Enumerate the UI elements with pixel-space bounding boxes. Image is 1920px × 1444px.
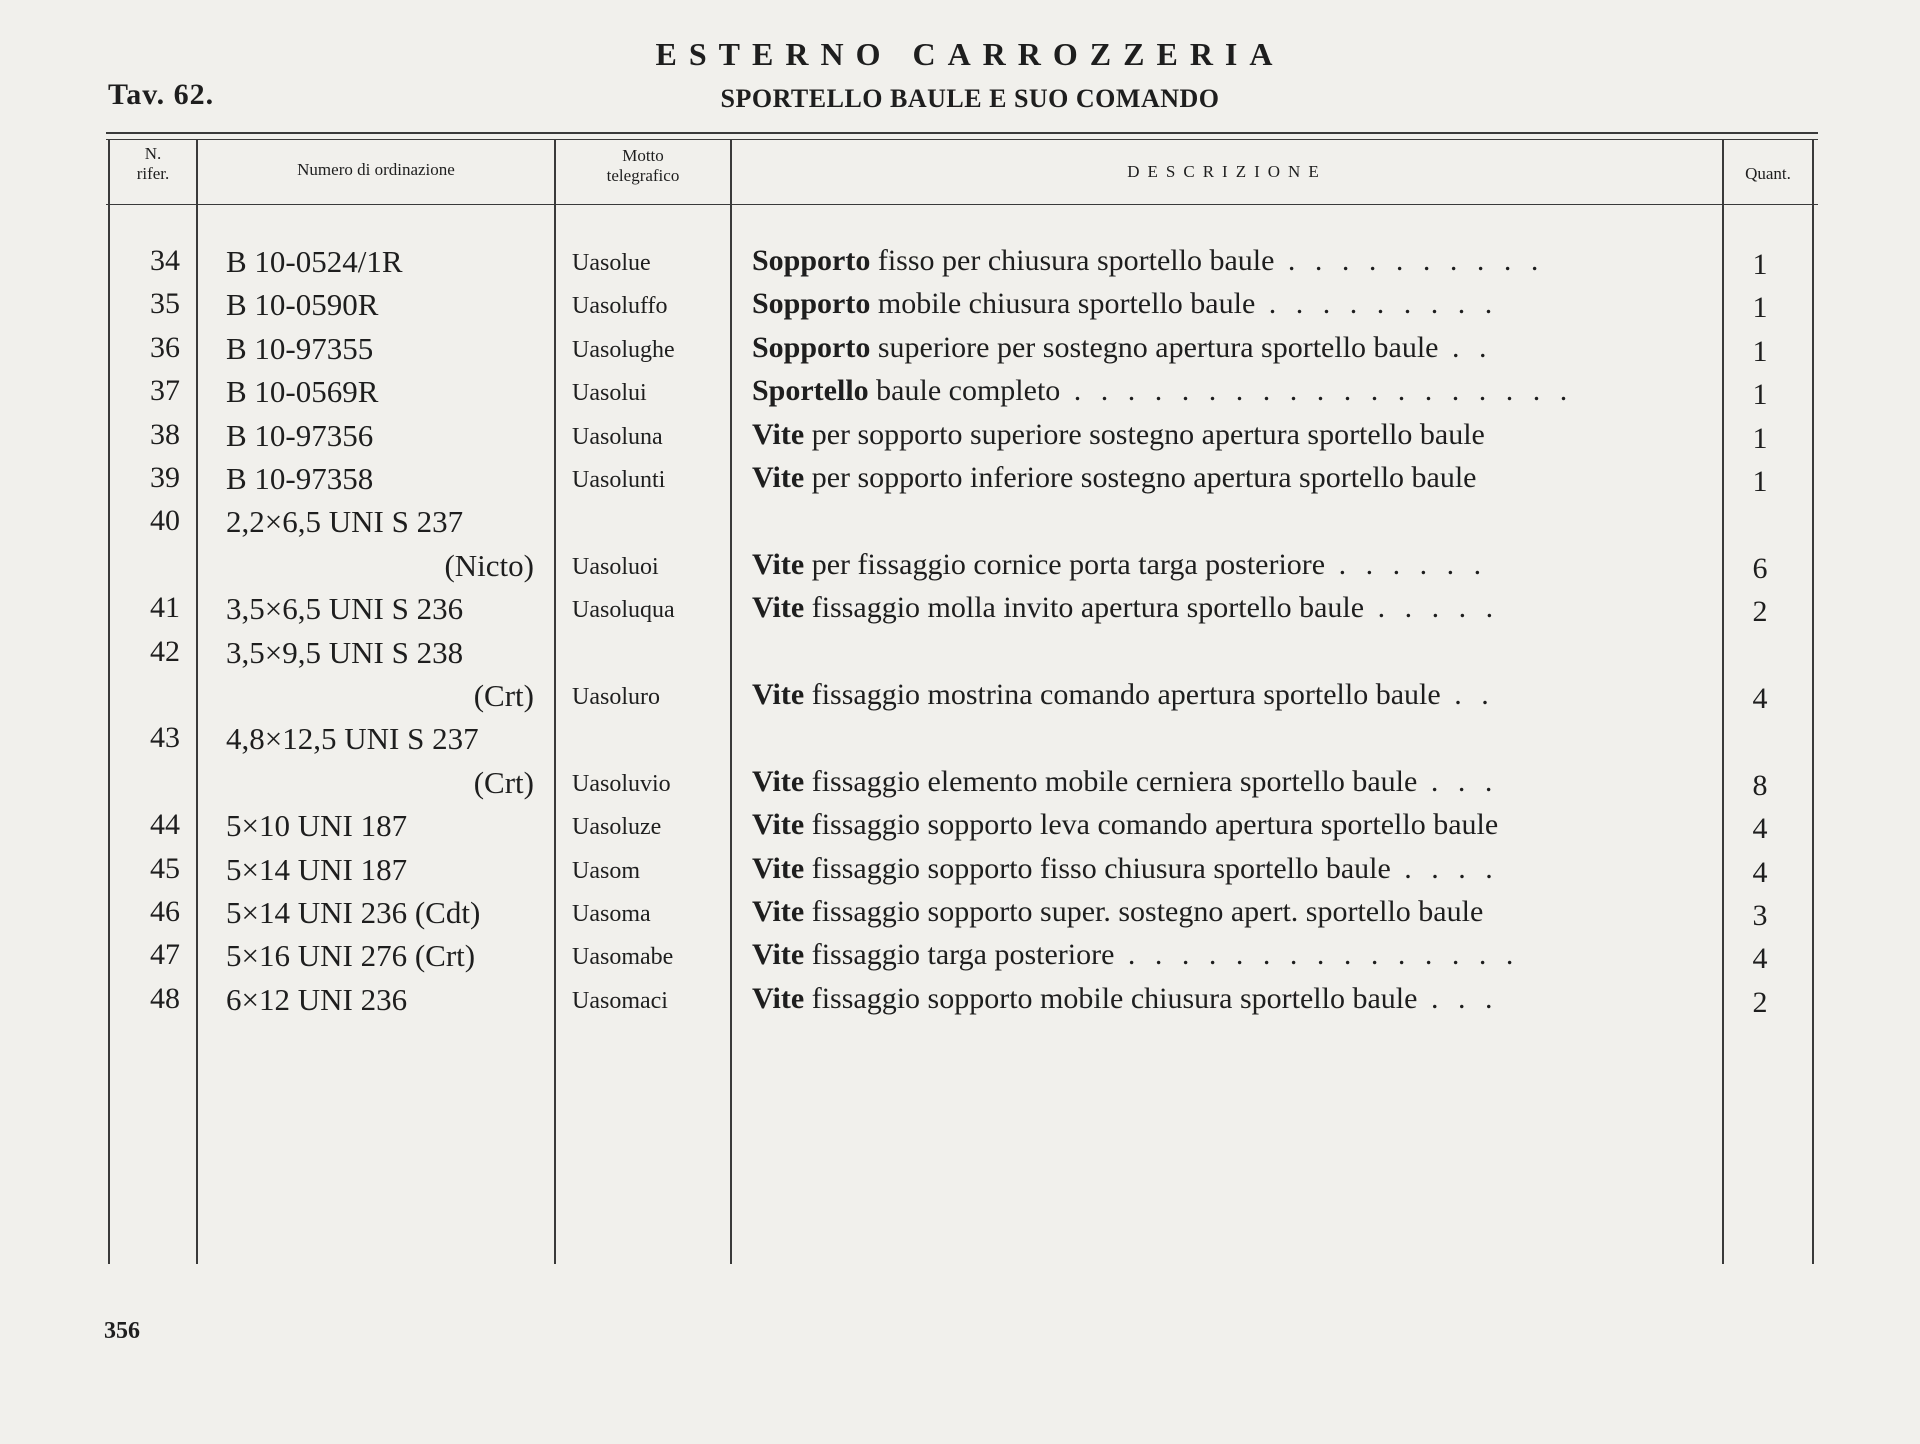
row-description-keyword: Vite [752,851,805,885]
row-quantity: 4 [1752,855,1768,889]
row-quantity: 2 [1752,595,1768,629]
row-order-number: 5×10 UNI 187 [226,808,408,844]
row-motto: Uasolughe [572,336,675,363]
row-order-number: 4,8×12,5 UNI S 237 [226,721,479,757]
row-description-text: superiore per sostegno apertura sportello baule [870,330,1439,364]
column-header-order: Numero di ordinazione [297,160,455,179]
row-quantity: 1 [1752,378,1768,412]
row-quantity: 1 [1752,334,1768,368]
row-description-keyword: Vite [752,895,805,928]
row-order-number: B 10-0524/1R [226,244,403,279]
row-leader-dots: . . [1438,330,1493,364]
row-description [752,374,1704,408]
row-description-keyword: Sopporto [752,244,871,277]
row-description-keyword: Vite [752,678,805,711]
row-motto: Uasoluoi [572,553,659,580]
row-quantity: 1 [1752,291,1768,325]
page-subtitle: SPORTELLO BAULE E SUO COMANDO [720,84,1220,113]
row-order-number: 3,5×9,5 UNI S 238 [226,634,464,670]
row-description-text: fissaggio molla invito apertura sportello baule [804,591,1365,625]
row-ref-number: 38 [150,417,180,451]
row-motto: Uasomabe [572,944,674,971]
row-description [752,331,1704,365]
row-description [752,548,1704,582]
row-quantity: 2 [1752,985,1768,1019]
row-ref-number: 36 [150,330,180,364]
row-motto: Uasolunti [572,467,666,493]
row-description-keyword: Sopporto [752,330,871,364]
row-description-text: per sopporto superiore sostegno apertura sportello baule [804,417,1485,451]
row-description [752,982,1704,1016]
row-quantity: 4 [1752,812,1768,846]
row-ref-number: 35 [150,287,180,321]
row-ref-number: 44 [150,808,180,842]
row-leader-dots: . . . [1417,981,1499,1015]
row-ref-number: 45 [150,851,180,885]
row-description-text: fissaggio sopporto super. sostegno apert. sportello baule [804,895,1484,928]
row-ref-number: 47 [150,938,180,972]
row-description-text: fissaggio sopporto mobile chiusura sportello baule [804,981,1418,1015]
row-description-keyword: Vite [752,981,805,1015]
column-divider-order [554,140,556,1264]
row-motto: Uasoluze [572,814,662,841]
row-description [752,895,1704,929]
row-order-finish: (Crt) [473,764,534,800]
row-description-keyword: Vite [752,461,805,494]
row-ref-number: 46 [150,895,180,928]
row-description [752,244,1704,278]
row-motto: Uasomaci [572,987,668,1014]
row-description-text: fissaggio sopporto fisso chiusura sportello baule [804,851,1391,885]
row-order-number: B 10-97356 [226,417,374,453]
row-order-number: B 10-0590R [226,287,379,323]
row-description-keyword: Vite [752,591,805,625]
row-description-text: per fissaggio cornice porta targa posteriore [804,547,1326,581]
row-quantity: 8 [1752,768,1768,802]
row-description [752,765,1704,799]
row-ref-number: 41 [150,591,180,625]
row-ref-number: 37 [150,374,180,408]
row-description [752,591,1704,625]
table-number: Tav. 62. [108,78,215,111]
row-description-keyword: Vite [752,547,805,581]
row-motto: Uasoluna [572,423,663,450]
column-divider-right [1812,140,1814,1264]
row-quantity: 1 [1752,248,1768,281]
row-description-text: fissaggio targa posteriore [804,938,1115,972]
row-ref-number: 39 [150,461,180,494]
row-description-text: mobile chiusura sportello baule [870,287,1256,321]
row-leader-dots: . . . [1417,764,1499,798]
row-quantity: 1 [1752,465,1768,498]
row-leader-dots: . . . . . . [1325,547,1488,581]
top-rule-thin [106,139,1818,140]
row-order-number: 5×14 UNI 236 (Cdt) [226,895,481,930]
row-description [752,938,1704,972]
row-ref-number: 42 [150,634,180,668]
row-motto: Uasoluqua [572,597,675,624]
row-order-number: B 10-0569R [226,374,379,410]
row-order-number: B 10-97355 [226,330,374,366]
row-motto: Uasoluvio [572,770,671,797]
row-description-text: baule completo [868,374,1061,408]
page-title: ESTERNO CARROZZERIA [655,36,1285,72]
row-ref-number: 40 [150,504,180,538]
page-number: 356 [104,1318,140,1344]
row-description-keyword: Vite [752,938,805,972]
column-divider-desc [1722,140,1724,1264]
row-ref-number: 48 [150,981,180,1015]
top-rule [106,132,1818,134]
column-header-quantity: Quant. [1745,164,1791,183]
column-header-description: DESCRIZIONE [1127,162,1327,181]
row-description-text: fissaggio mostrina comando apertura sportello baule [804,678,1441,711]
row-order-number: 5×16 UNI 276 (Crt) [226,938,476,974]
row-leader-dots: . . . . . [1364,591,1500,625]
row-description-text: fisso per chiusura sportello baule [870,244,1275,277]
row-leader-dots: . . . . . . . . . . . . . . . . . . . [1060,374,1574,408]
row-order-number: B 10-97358 [226,461,374,496]
row-ref-number: 34 [150,244,180,277]
row-order-number: 5×14 UNI 187 [226,851,408,887]
row-description-keyword: Vite [752,417,805,451]
row-order-number: 6×12 UNI 236 [226,981,408,1017]
row-description-keyword: Sportello [752,374,869,408]
row-description [752,808,1704,842]
row-motto: Uasom [572,857,640,884]
row-leader-dots: . . . . . . . . . . . . . . . [1114,938,1520,972]
row-order-number: 3,5×6,5 UNI S 236 [226,591,464,627]
row-order-number: 2,2×6,5 UNI S 237 [226,504,464,540]
row-description-keyword: Sopporto [752,287,871,321]
row-motto: Uasoluffo [572,293,668,320]
row-description [752,852,1704,886]
row-motto: Uasolue [572,250,651,276]
row-description-text: per sopporto inferiore sostegno apertura sportello baule [804,461,1477,494]
row-description [752,461,1704,495]
row-description [752,287,1704,321]
row-leader-dots: . . . . . . . . . [1255,287,1499,321]
row-order-finish: (Nicto) [444,547,534,583]
row-ref-number: 43 [150,721,180,755]
row-motto: Uasoluro [572,684,660,710]
row-description-keyword: Vite [752,808,805,842]
row-description-keyword: Vite [752,764,805,798]
row-description-text: fissaggio elemento mobile cerniera sportello baule [804,764,1418,798]
row-quantity: 3 [1752,899,1768,932]
row-order-finish: (Crt) [473,678,534,713]
row-leader-dots: . . . . [1390,851,1499,885]
row-quantity: 4 [1752,682,1768,715]
row-motto: Uasolui [572,380,647,407]
row-description [752,418,1704,452]
row-description-text: fissaggio sopporto leva comando apertura sportello baule [804,808,1499,842]
row-leader-dots: . . [1440,678,1495,711]
header-underline [106,204,1818,205]
row-quantity: 6 [1752,551,1768,585]
column-divider-ref [196,140,198,1264]
column-header-motto: Motto telegrafico [606,146,680,185]
column-divider-motto [730,140,732,1264]
row-leader-dots: . . . . . . . . . . [1274,244,1545,277]
column-header-ref: N. rifer. [136,144,170,183]
row-quantity: 4 [1752,942,1768,976]
row-description [752,678,1704,712]
row-quantity: 1 [1752,421,1768,455]
row-motto: Uasoma [572,901,651,927]
